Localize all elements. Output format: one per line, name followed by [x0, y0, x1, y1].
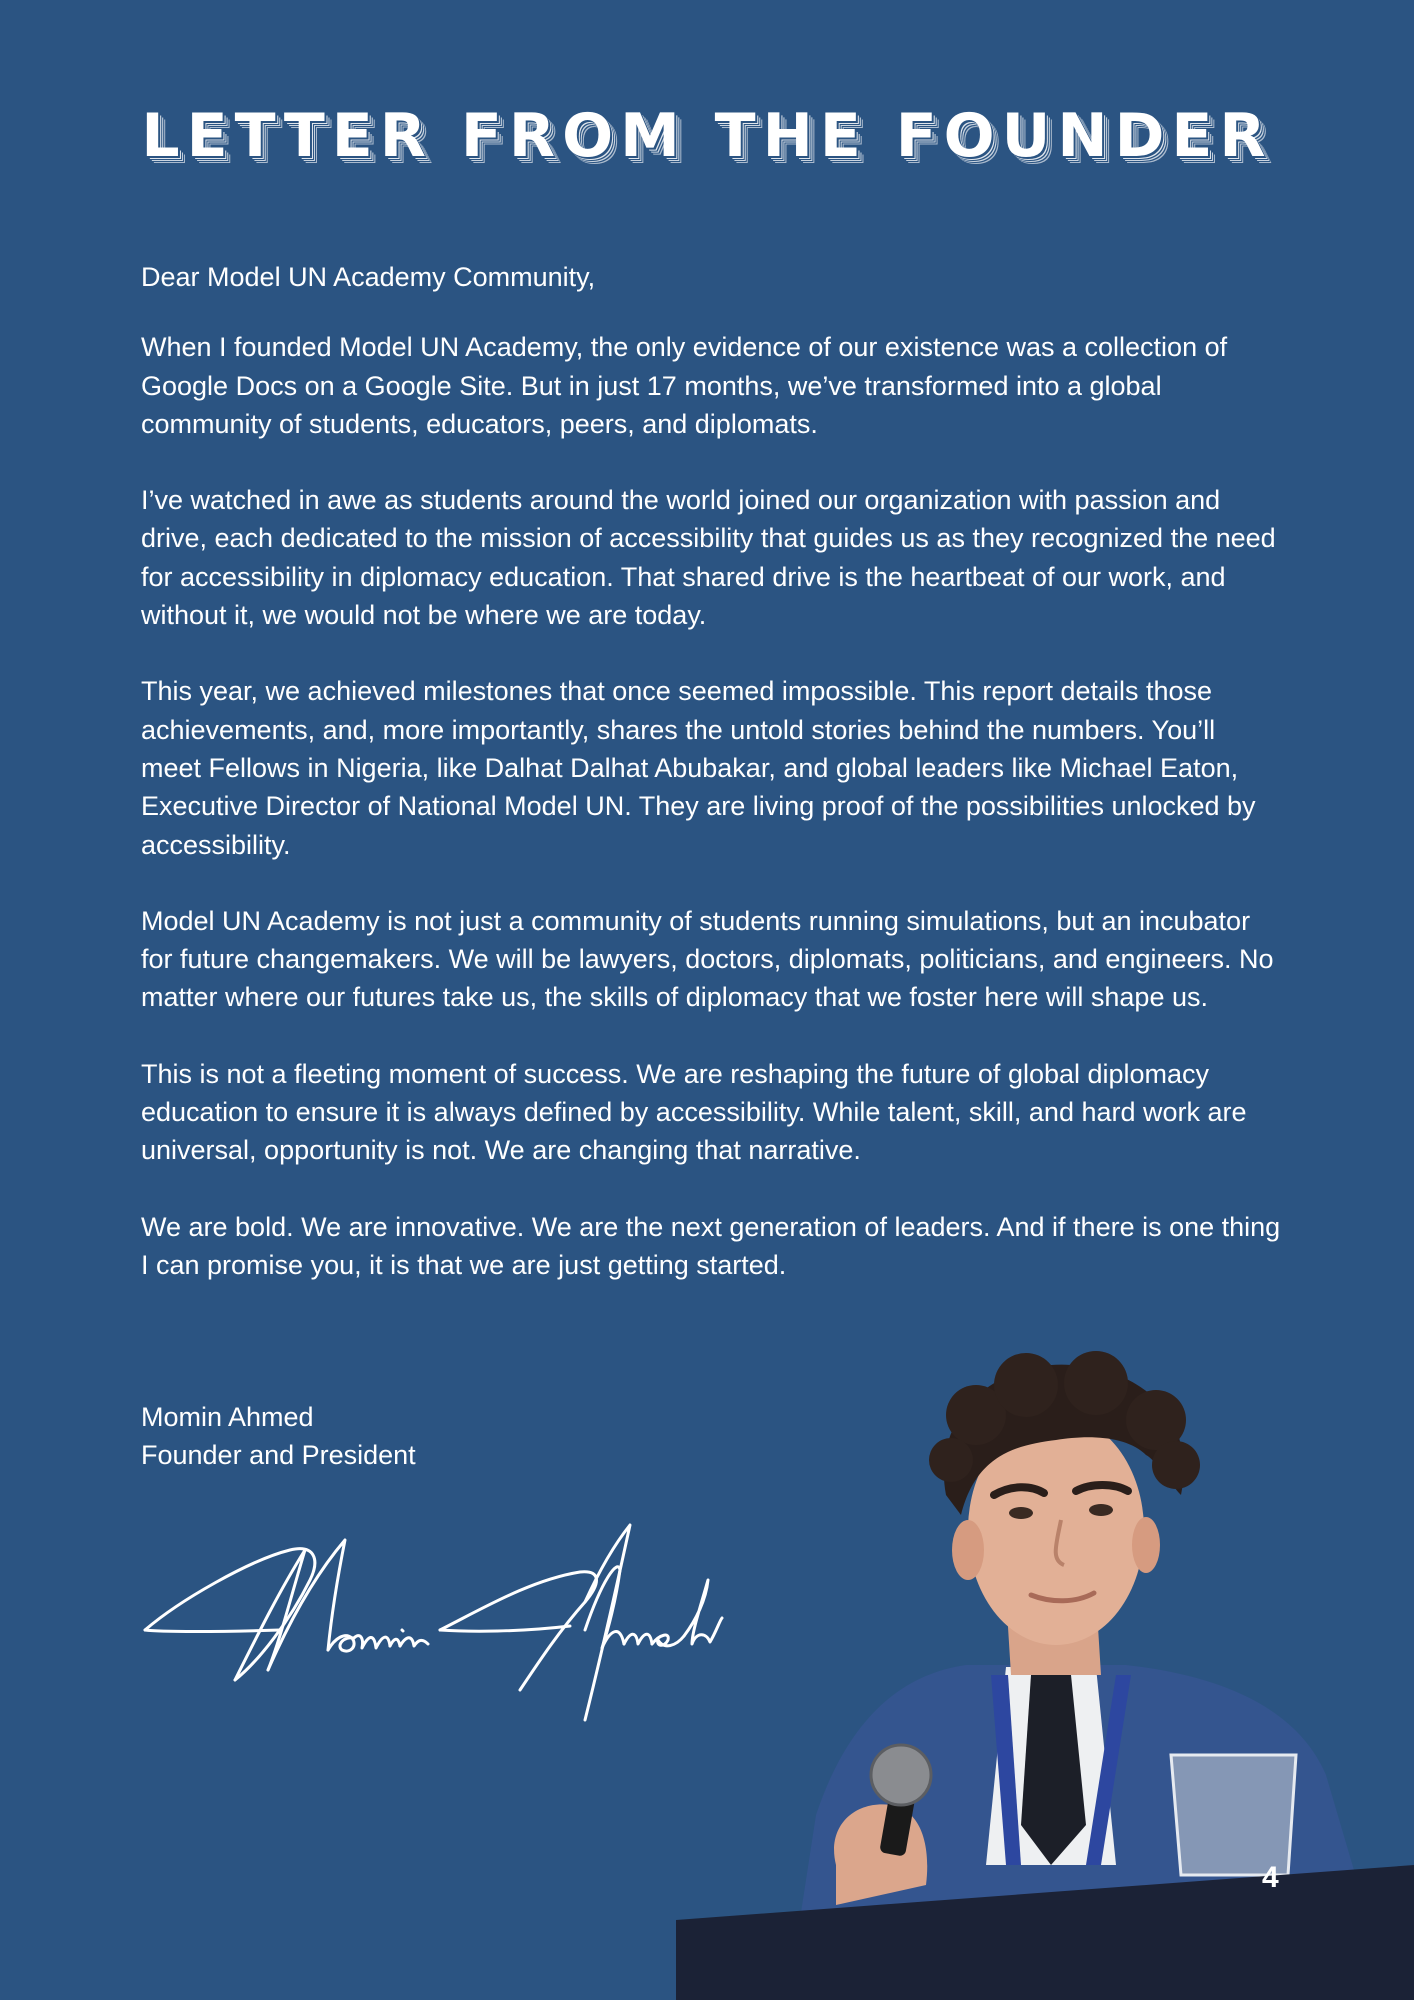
letter-paragraph: Model UN Academy is not just a community of students running simulations, but an incubator for future changemakers. We will be lawyers, doctors, diplomats, politicians, and engineers. No matter where our futures take us, the skills of diplomacy that we foster here will shape us.: [141, 905, 1274, 1013]
letter-paragraph: This is not a fleeting moment of success. We are reshaping the future of global diplomacy education to ensure it is always defined by accessibility. While talent, skill, and hard work are universal, opportunity is not. We are changing that narrative.: [141, 1058, 1247, 1166]
letter-paragraph: We are bold. We are innovative. We are the next generation of leaders. And if there is one thing I can promise you, it is that we are just getting started.: [141, 1211, 1281, 1280]
letter-signoff: [141, 1398, 416, 1475]
letter-paragraph: When I founded Model UN Academy, the only evidence of our existence was a collection of Google Docs on a Google Site. But in just 17 months, we’ve transformed into a global community of students, educators, peers, and diplomats.: [141, 332, 1228, 439]
letter-paragraph: I’ve watched in awe as students around the world joined our organization with passion and drive, each dedicated to the mission of accessibility that guides us as they recognized the need for accessibility in diplomacy education. That shared drive is the heartbeat of our work, and without it, we would not be where we are today.: [141, 485, 1276, 631]
letter-body: [141, 258, 1281, 1322]
founder-photo: [676, 1345, 1414, 2000]
page-title: LETTER FROM THE FOUNDER: [141, 101, 1273, 171]
signoff-role: Founder and President: [141, 1440, 416, 1471]
signoff-name: Momin Ahmed: [141, 1402, 314, 1432]
letter-salutation: Dear Model UN Academy Community,: [141, 262, 596, 292]
glass-shape: [1171, 1755, 1296, 1875]
page-number: 4: [1262, 1861, 1279, 1894]
letter-paragraph: This year, we achieved milestones that once seemed impossible. This report details those achievements, and, more importantly, shares the untold stories behind the numbers. You’ll meet Fellows in Nigeria, like Dalhat Dalhat Abubakar, and global leaders like Michael Eaton, Executive Director of National Model UN. They are living proof of the possibilities unlocked by accessibility.: [141, 676, 1256, 860]
